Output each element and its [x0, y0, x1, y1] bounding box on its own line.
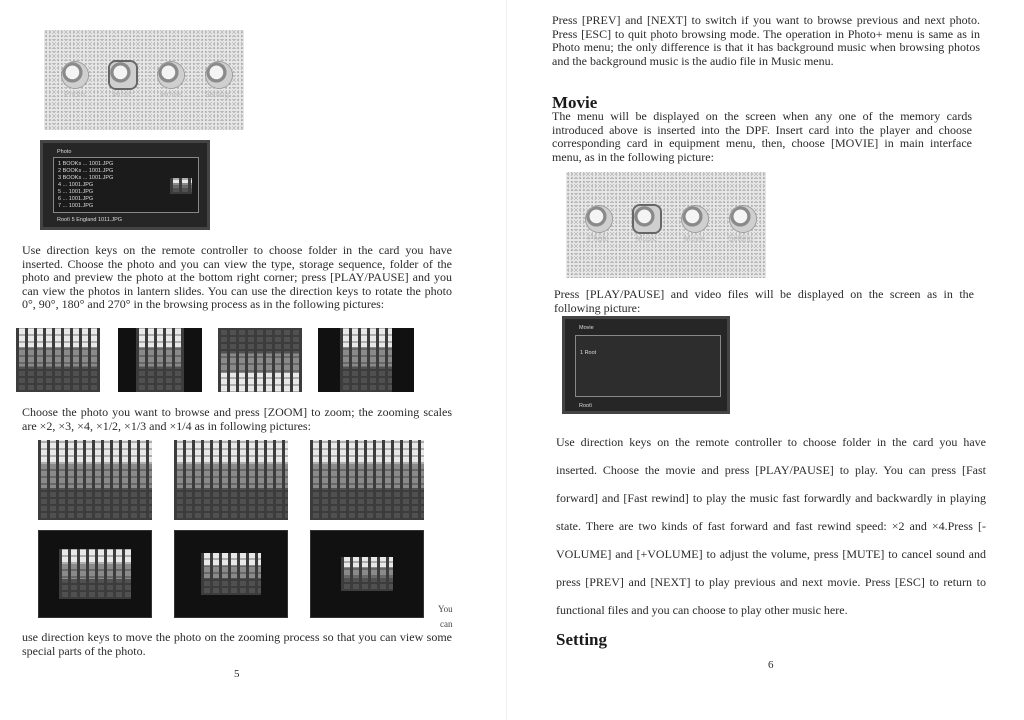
photo-navigation-text: Press [PREV] and [NEXT] to switch if you want to browse previous and next photo. Press [ESC] to quit photo browsing mode. The operation in Photo+ menu is same as in Photo menu; the only difference is that it has background music when browsing photos and the background music is the audio file in Music menu. — [552, 13, 980, 68]
menu-label-setting: Setting — [728, 234, 753, 243]
file-row: 2 BOOKs ... 1001.JPG — [58, 168, 114, 174]
file-row: 1 BOOKs ... 1001.JPG — [58, 161, 114, 167]
music-menu-icon — [110, 62, 136, 88]
file-row: 7 ... 1001.JPG — [58, 203, 94, 209]
setting-menu-icon — [206, 62, 232, 88]
side-note-can: can — [440, 619, 453, 629]
movie-menu-icon — [682, 206, 708, 232]
menu-label-movie: Movie — [684, 234, 706, 243]
photo-browser-screenshot — [40, 140, 210, 230]
setting-heading: Setting — [556, 630, 607, 649]
setting-menu-icon — [730, 206, 756, 232]
right-page — [520, 0, 1024, 720]
movie-heading: Movie — [552, 93, 598, 112]
movie-menu-text: The menu will be displayed on the screen when any one of the memory cards introduced above is inserted into the DPF. Insert card into the player and choose corresponding card in equipment menu, then, choose [MOVIE] in main interface menu, as in the following picture: — [552, 109, 972, 164]
page-number-left: 5 — [234, 668, 240, 680]
zoom-quarter-image — [310, 530, 424, 618]
rotate-0-image — [16, 328, 100, 392]
zoom-x2-image — [38, 440, 152, 520]
rotate-90-image — [118, 328, 202, 392]
zoom-half-image — [38, 530, 152, 618]
movie-list-item: 1 Root — [580, 350, 597, 356]
page-gutter — [506, 0, 507, 720]
preview-thumbnail — [170, 178, 192, 194]
file-row: 3 BOOKs ... 1001.JPG — [58, 175, 114, 181]
menu-label-music: Music — [636, 234, 657, 243]
zoom-third-image — [174, 530, 288, 618]
zoom-x4-image — [310, 440, 424, 520]
menu-label-movie: Movie — [160, 90, 182, 99]
movie-browser-screenshot — [562, 316, 730, 414]
photo-menu-icon — [62, 62, 88, 88]
music-menu-icon — [634, 206, 660, 232]
photo-browser-header: Photo — [57, 149, 72, 155]
file-row: 6 ... 1001.JPG — [58, 196, 94, 202]
left-page — [0, 0, 500, 720]
movie-menu-icon — [158, 62, 184, 88]
file-row: 4 ... 1001.JPG — [58, 182, 94, 188]
page-number-right: 6 — [768, 659, 774, 671]
movie-browser-footer: Root\ — [579, 403, 593, 409]
rotate-270-image — [318, 328, 414, 392]
side-note-you: You — [438, 604, 453, 614]
zoom-instructions: Choose the photo you want to browse and press [ZOOM] to zoom; the zooming scales are ×2, ×3, ×4, ×1/2, ×1/3 and ×1/4 as in following pictures: — [22, 405, 452, 433]
movie-main-menu-screenshot — [566, 172, 766, 278]
movie-playback-text: Use direction keys on the remote controller to choose folder in the card you have inserted. Choose the movie and press [PLAY/PAUSE] to play. You can press [Fast forward] and [Fast rewind] to play the music fast forwardly and backwardly in playing state. There are two kinds of fast forward and fast rewind speed: ×2 and ×4.Press [-VOLUME] and [+VOLUME] to adjust the volume, press [MUTE] to cancel sound and press [PREV] and [NEXT] to play previous and next movie. Press [ESC] to return to functional files and you can choose to play other music here. — [556, 435, 986, 617]
menu-label-music: Music — [112, 90, 133, 99]
menu-label-setting: Setting — [204, 90, 229, 99]
rotate-180-image — [218, 328, 302, 392]
movie-browser-header: Movie — [579, 325, 594, 331]
menu-label-photo: Photo — [588, 234, 609, 243]
play-pause-text: Press [PLAY/PAUSE] and video files will be displayed on the screen as in the following picture: — [554, 287, 974, 315]
photo-menu-icon — [586, 206, 612, 232]
photo-browser-footer: Root\ 5 England 1011.JPG — [57, 217, 123, 223]
browse-instructions: Use direction keys on the remote controller to choose folder in the card you have inserted. Choose the photo and you can view the type, storage sequence, folder of the photo and preview the photo at the bottom right corner; press [PLAY/PAUSE] and you can view the photos in lantern slides. You can use the direction keys to rotate the photo 0°, 90°, 180° and 270° in the browsing process as in the following pictures: — [22, 243, 452, 311]
zoom-move-instructions: use direction keys to move the photo on the zooming process so that you can view some special parts of the photo. — [22, 630, 452, 658]
main-menu-screenshot — [44, 30, 244, 130]
menu-label-photo: Photo — [64, 90, 85, 99]
zoom-x3-image — [174, 440, 288, 520]
file-row: 5 ... 1001.JPG — [58, 189, 94, 195]
